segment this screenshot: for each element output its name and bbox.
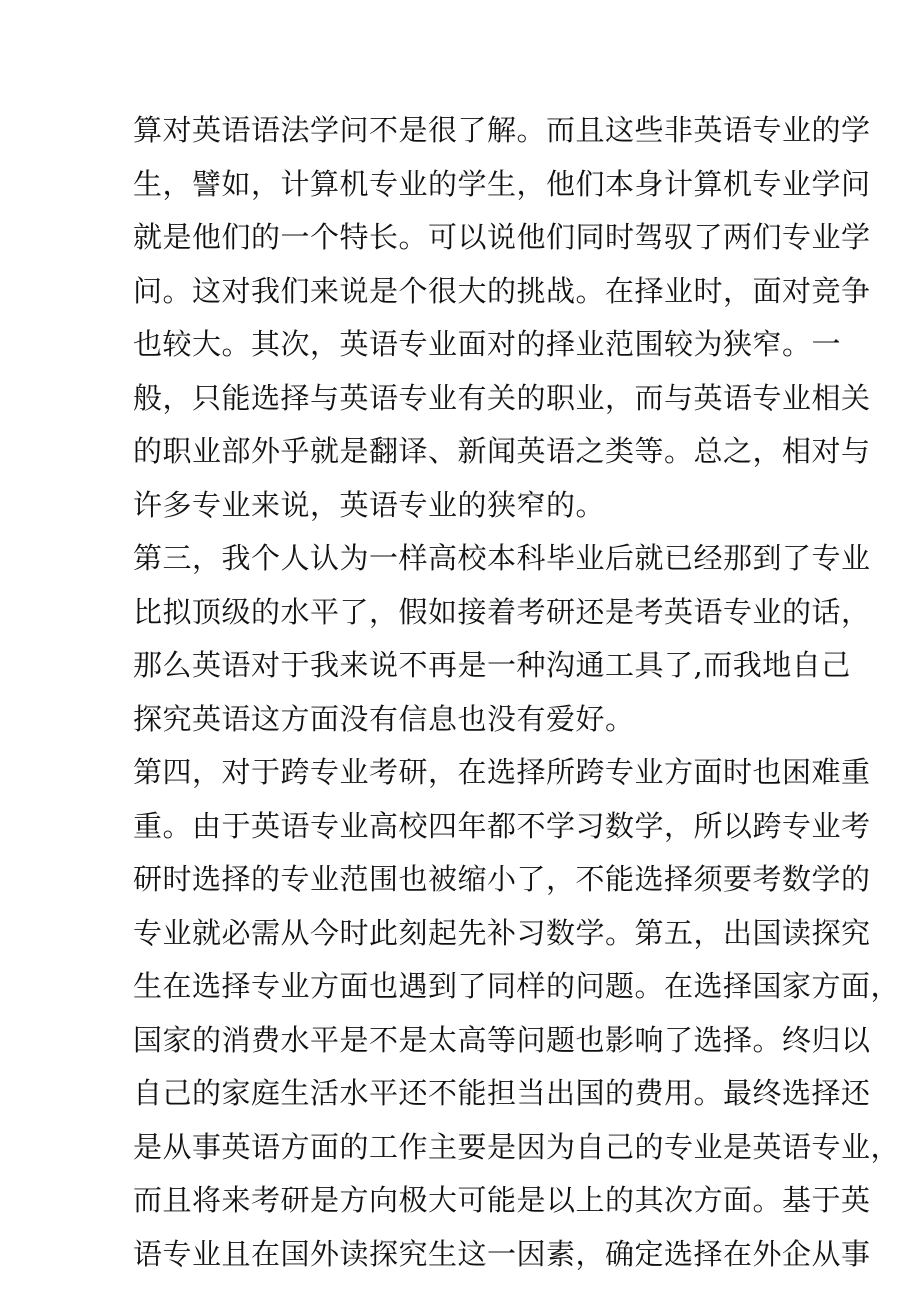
text-line: 第四，对于跨专业考研，在选择所跨专业方面时也困难重 (133, 755, 871, 789)
text-line: 就是他们的一个特长。可以说他们同时驾驭了两们专业学 (133, 220, 871, 254)
text-line: 国家的消费水平是不是太高等问题也影响了选择。终归以 (133, 1022, 871, 1057)
document-body-text (133, 104, 901, 1281)
text-line: 是从事英语方面的工作主要是因为自己的专业是英语专业， (133, 1129, 901, 1164)
text-line: 问。这对我们来说是个很大的挑战。在择业时，面对竞争 (133, 273, 871, 308)
text-line: 许多专业来说，英语专业的狭窄的。 (133, 487, 606, 522)
text-line: 自己的家庭生活水平还不能担当出国的费用。最终选择还 (133, 1076, 871, 1110)
text-line: 生在选择专业方面也遇到了同样的问题。在选择国家方面， (133, 969, 901, 1003)
text-line: 那么英语对于我来说不再是一种沟通工具了,而我地自己 (133, 648, 851, 682)
text-line: 生，譬如，计算机专业的学生，他们本身计算机专业学问 (133, 166, 871, 201)
text-line: 专业就必需从今时此刻起先补习数学。第五，出国读探究 (133, 915, 871, 950)
text-line: 而且将来考研是方向极大可能是以上的其次方面。基于英 (133, 1183, 871, 1217)
text-line: 重。由于英语专业高校四年都不学习数学，所以跨专业考 (133, 808, 871, 843)
text-line: 算对英语语法学问不是很了解。而且这些非英语专业的学 (133, 113, 871, 147)
text-line: 研时选择的专业范围也被缩小了，不能选择须要考数学的 (133, 862, 871, 896)
text-line: 般，只能选择与英语专业有关的职业，而与英语专业相关 (133, 380, 871, 415)
text-line: 探究英语这方面没有信息也没有爱好。 (133, 701, 635, 736)
text-line: 比拟顶级的水平了，假如接着考研还是考英语专业的话， (133, 594, 871, 629)
text-line: 第三，我个人认为一样高校本科毕业后就已经那到了专业 (133, 541, 871, 575)
text-line: 也较大。其次，英语专业面对的择业范围较为狭窄。一 (133, 327, 842, 361)
text-line: 的职业部外乎就是翻译、新闻英语之类等。总之，相对与 (133, 434, 871, 468)
text-line: 语专业且在国外读探究生这一因素，确定选择在外企从事 (133, 1236, 871, 1271)
